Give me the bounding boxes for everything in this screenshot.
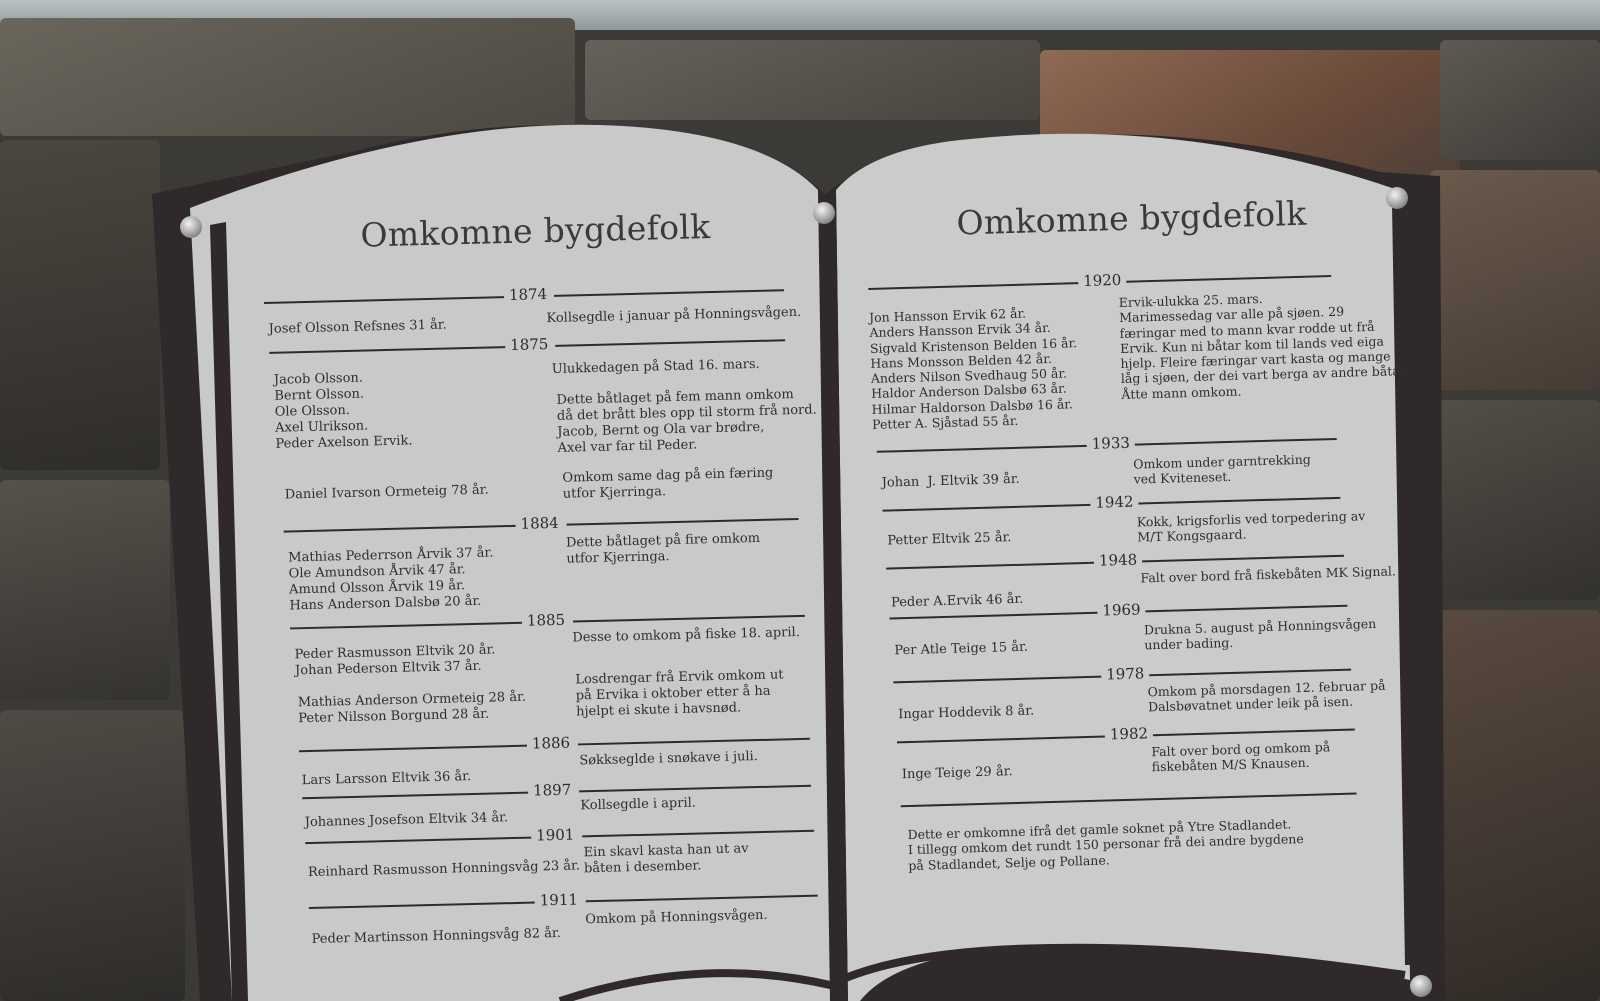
year-label: 1886 bbox=[531, 733, 571, 753]
victim-names: Johannes Josefson Eltvik 34 år. bbox=[304, 810, 509, 831]
incident-text: Omkom på Honningsvågen. bbox=[585, 907, 768, 928]
year-label: 1948 bbox=[1098, 550, 1138, 570]
year-divider bbox=[882, 492, 1342, 512]
victim-names: Mathias Pederrson Årvik 37 år. Ole Amundson Årvik 47 år. Amund Olsson Årvik 19 år. Hans Anderson Dalsbø 20 år. bbox=[288, 545, 494, 614]
bolt-icon bbox=[180, 216, 202, 238]
page-title: Omkomne bygdefolk bbox=[955, 193, 1307, 243]
year-label: 1969 bbox=[1102, 600, 1141, 620]
year-divider bbox=[290, 610, 810, 630]
victim-names: Peder Rasmusson Eltvik 20 år. Johan Pederson Eltvik 37 år. bbox=[294, 642, 496, 679]
year-divider bbox=[868, 270, 1328, 290]
year-divider bbox=[309, 890, 829, 910]
incident-text: Omkom under garntrekking ved Kviteneset. bbox=[1133, 451, 1312, 487]
year-label: 1874 bbox=[508, 285, 548, 304]
incident-text: Kokk, krigsforlis ved torpedering av M/T Kongsgaard. bbox=[1136, 508, 1366, 545]
year-divider bbox=[284, 513, 804, 533]
right-page bbox=[866, 192, 1409, 906]
victim-names: Jacob Olsson. Bernt Olsson. Ole Olsson. Axel Ulrikson. Peder Axelson Ervik. bbox=[273, 370, 413, 452]
left-page bbox=[262, 205, 820, 978]
year-label: 1911 bbox=[539, 890, 579, 910]
divider-line bbox=[901, 792, 1361, 805]
victim-names: Reinhard Rasmusson Honningsvåg 23 år. bbox=[307, 858, 581, 881]
victim-names: Per Atle Teige 15 år. bbox=[894, 639, 1029, 659]
year-label: 1933 bbox=[1091, 433, 1131, 453]
victim-names: Ingar Hoddevik 8 år. bbox=[898, 703, 1035, 723]
incident-text: Desse to omkom på fiske 18. april. bbox=[572, 624, 801, 646]
year-label: 1942 bbox=[1095, 492, 1134, 512]
victim-names: Josef Olsson Refsnes 31 år. bbox=[268, 317, 447, 337]
bolt-icon bbox=[1386, 187, 1408, 209]
incident-text: Dette båtlaget på fem mann omkom då det brått bles opp til storm frå nord. Jacob, Bernt og Ola var brødre, Axel var far til Peder. bbox=[556, 387, 817, 456]
year-label: 1982 bbox=[1109, 724, 1149, 744]
year-divider bbox=[305, 825, 825, 845]
incident-text: Kollsegdle i januar på Honningsvågen. bbox=[546, 304, 802, 327]
victim-names: Peder Martinsson Honningsvåg 82 år. bbox=[311, 925, 562, 948]
victim-names: Daniel Ivarson Ormeteig 78 år. bbox=[284, 482, 489, 503]
victim-names: Lars Larsson Eltvik 36 år. bbox=[301, 769, 472, 789]
victim-names: Mathias Anderson Ormeteig 28 år. Peter Nilsson Borgund 28 år. bbox=[297, 689, 527, 727]
bolt-icon bbox=[813, 202, 835, 224]
year-label: 1920 bbox=[1082, 270, 1122, 290]
incident-text: Dette båtlaget på fire omkom utfor Kjerringa. bbox=[565, 530, 761, 567]
incident-text: Falt over bord og omkom på fiskebåten M/S Knausen. bbox=[1151, 739, 1331, 775]
victim-names: Inge Teige 29 år. bbox=[901, 764, 1013, 783]
incident-text: Ervik-ulukka 25. mars. Marimessedag var alle på sjøen. 29 færingar med to mann kvar rodde ut frå Ervik. Kun ni båtar kom til lands ved eiga hjelp. Fleire færingar vart kasta og mange låg i sjøen, der dei vart berga av andre båtar. Åtte mann omkom. bbox=[1118, 290, 1409, 402]
year-label: 1884 bbox=[520, 513, 559, 533]
year-divider bbox=[299, 733, 819, 753]
footer-note: Dette er omkomne ifrå det gamle soknet på Ytre Stadlandet. I tillegg omkom det rundt 150 personar frå dei andre bygdene på Stadlandet, Selje og Pollane. bbox=[907, 816, 1304, 873]
bolt-icon bbox=[1410, 975, 1432, 997]
year-label: 1897 bbox=[532, 780, 572, 800]
page-title: Omkomne bygdefolk bbox=[359, 207, 711, 255]
year-divider bbox=[264, 285, 784, 304]
incident-text: Drukna 5. august på Honningsvågen under bading. bbox=[1143, 615, 1377, 653]
incident-text: Ein skavl kasta han ut av båten i desember. bbox=[583, 841, 749, 877]
incident-text: Kollsegdle i april. bbox=[580, 795, 697, 814]
year-label: 1885 bbox=[526, 610, 566, 630]
year-label: 1978 bbox=[1105, 664, 1145, 684]
incident-text: Omkom på morsdagen 12. februar på Dalsbøvatnet under leik på isen. bbox=[1147, 677, 1386, 715]
year-label: 1901 bbox=[535, 825, 575, 845]
incident-text: Ulukkedagen på Stad 16. mars. bbox=[551, 356, 760, 377]
incident-text: Søkksegldе i snøkave i juli. bbox=[579, 749, 759, 769]
year-divider bbox=[877, 433, 1337, 453]
victim-names: Jon Hansson Ervik 62 år. Anders Hansson Ervik 34 år. Sigvald Kristenson Belden 16 år. Hans Monsson Belden 42 år. Anders Nilson Svedhaug 50 år. Haldor Anderson Dalsbø 63 år. Hilmar Haldorson Dalsbø 16 år. Petter A. Sjåstad 55 år. bbox=[868, 305, 1078, 432]
incident-text: Omkom same dag på ein færing utfor Kjerringa. bbox=[562, 465, 774, 502]
year-divider bbox=[269, 335, 789, 354]
incident-text: Falt over bord frå fiskebåten MK Signal. bbox=[1140, 563, 1397, 586]
victim-names: Peder A.Ervik 46 år. bbox=[890, 591, 1024, 611]
victim-names: Johan J. Eltvik 39 år. bbox=[881, 471, 1020, 491]
incident-text: Losdrengar frå Ervik omkom ut på Ervika i oktober etter å ha hjelpt ei skute i havsnød. bbox=[575, 667, 784, 720]
victim-names: Petter Eltvik 25 år. bbox=[887, 530, 1012, 549]
year-label: 1875 bbox=[509, 335, 549, 354]
